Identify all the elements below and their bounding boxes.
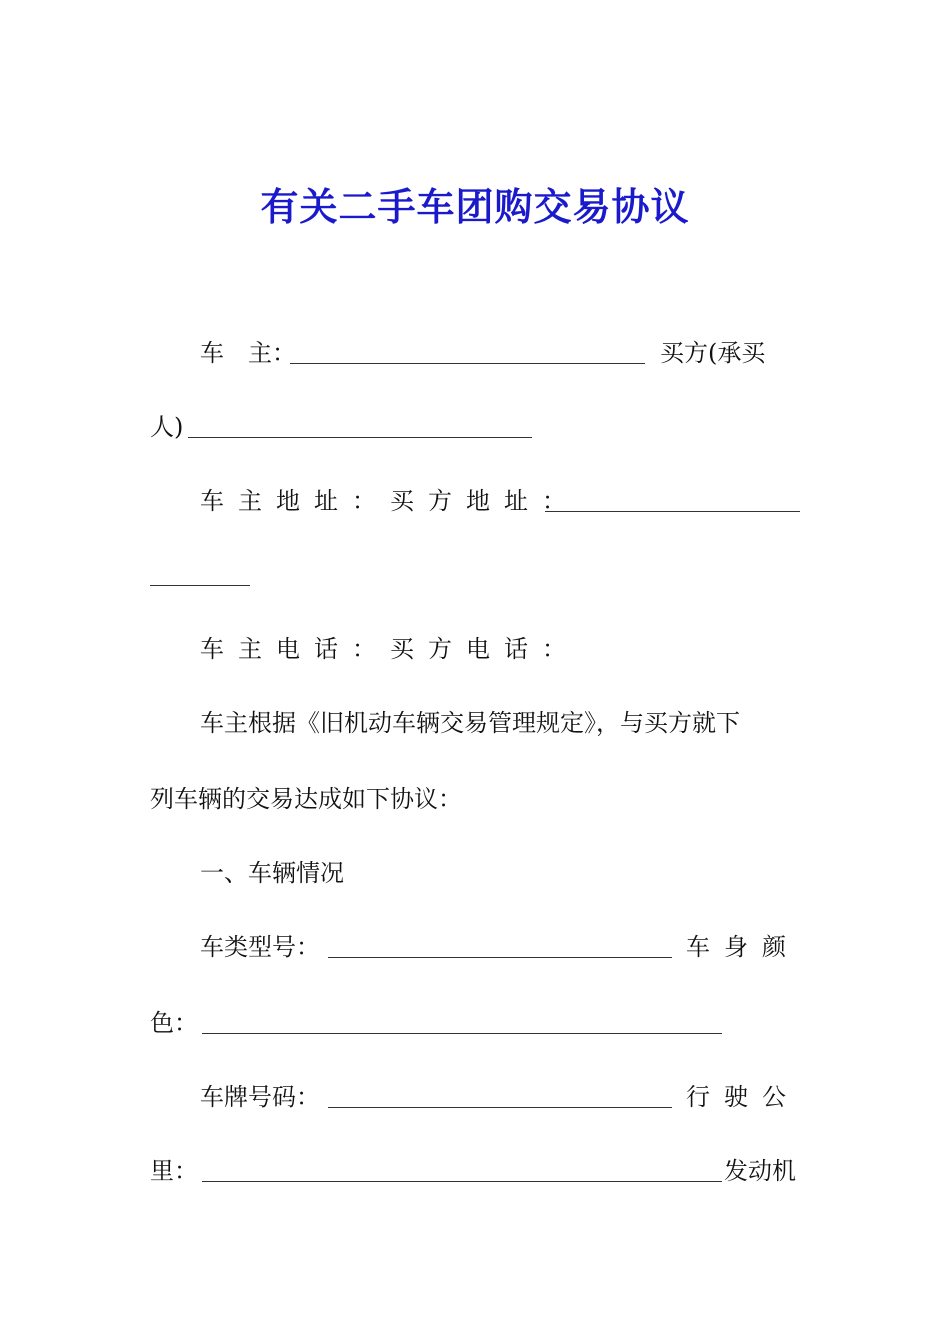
color-blank[interactable] (202, 1033, 722, 1034)
address-blank[interactable] (545, 511, 800, 512)
color-label: 车身颜 (686, 933, 800, 961)
plate-label: 车牌号码： (200, 1083, 320, 1111)
address-label: 车主地址：买方地址： (200, 487, 580, 515)
document-title: 有关二手车团购交易协议 (260, 184, 690, 229)
section-heading: 一、车辆情况 (200, 859, 344, 887)
address-blank-cont[interactable] (150, 585, 250, 586)
engine-label: 发动机 (724, 1157, 796, 1185)
buyer-blank[interactable] (188, 437, 532, 438)
phone-label: 车主电话：买方电话： (200, 635, 580, 663)
model-blank[interactable] (328, 957, 672, 958)
buyer-label: 买方(承买 (660, 339, 766, 367)
model-label: 车类型号： (200, 933, 320, 961)
mileage-label: 行驶公 (686, 1083, 800, 1111)
intro-paragraph-cont: 列车辆的交易达成如下协议： (150, 785, 462, 813)
owner-label: 车 主： (200, 339, 296, 367)
buyer-label-cont: 人) (150, 413, 184, 441)
mileage-blank[interactable] (202, 1181, 722, 1182)
intro-paragraph: 车主根据《旧机动车辆交易管理规定》，与买方就下 (200, 709, 740, 737)
mileage-label-cont: 里： (150, 1157, 198, 1185)
owner-blank[interactable] (290, 363, 645, 364)
color-label-cont: 色： (150, 1009, 198, 1037)
plate-blank[interactable] (328, 1107, 672, 1108)
